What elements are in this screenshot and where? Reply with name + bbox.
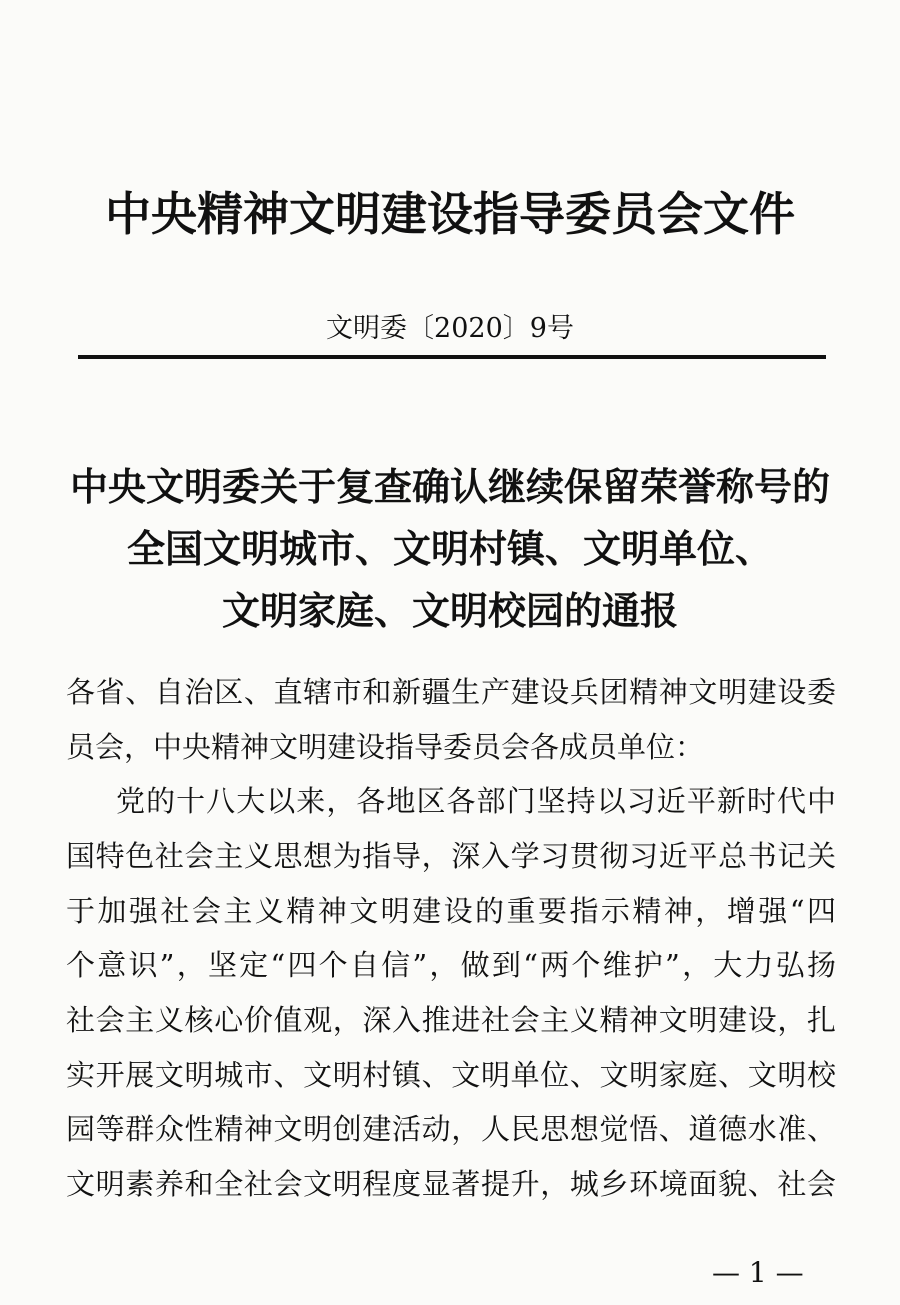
- body-line: 个意识”，坚定“四个自信”，做到“两个维护”，大力弘扬: [66, 948, 836, 982]
- page-number: — 1 —: [712, 1256, 804, 1289]
- body-line: 国特色社会主义思想为指导，深入学习贯彻习近平总书记关: [66, 839, 836, 873]
- body-line: 实开展文明城市、文明村镇、文明单位、文明家庭、文明校: [66, 1058, 836, 1092]
- document-number: 文明委〔2020〕9号: [326, 313, 574, 344]
- body-line: 社会主义核心价值观，深入推进社会主义精神文明建设，扎: [66, 1003, 836, 1037]
- body-line: 园等群众性精神文明创建活动，人民思想觉悟、道德水准、: [66, 1112, 836, 1146]
- body-line: 各省、自治区、直辖市和新疆生产建设兵团精神文明建设委: [66, 675, 836, 709]
- notice-title-line: 文明家庭、文明校园的通报: [221, 588, 678, 633]
- issuer-title: 中央精神文明建设指导委员会文件: [105, 187, 795, 241]
- header-divider: [78, 355, 826, 359]
- body-line: 文明素养和全社会文明程度显著提升，城乡环境面貌、社会: [66, 1167, 836, 1201]
- body-line: 员会，中央精神文明建设指导委员会各成员单位：: [66, 730, 705, 764]
- notice-title-line: 全国文明城市、文明村镇、文明单位、: [126, 526, 773, 571]
- body-line: 党的十八大以来，各地区各部门坚持以习近平新时代中: [86, 784, 836, 818]
- body-line: 于加强社会主义精神文明建设的重要指示精神，增强“四: [66, 894, 836, 928]
- notice-title-line: 中央文明委关于复查确认继续保留荣誉称号的: [69, 464, 830, 509]
